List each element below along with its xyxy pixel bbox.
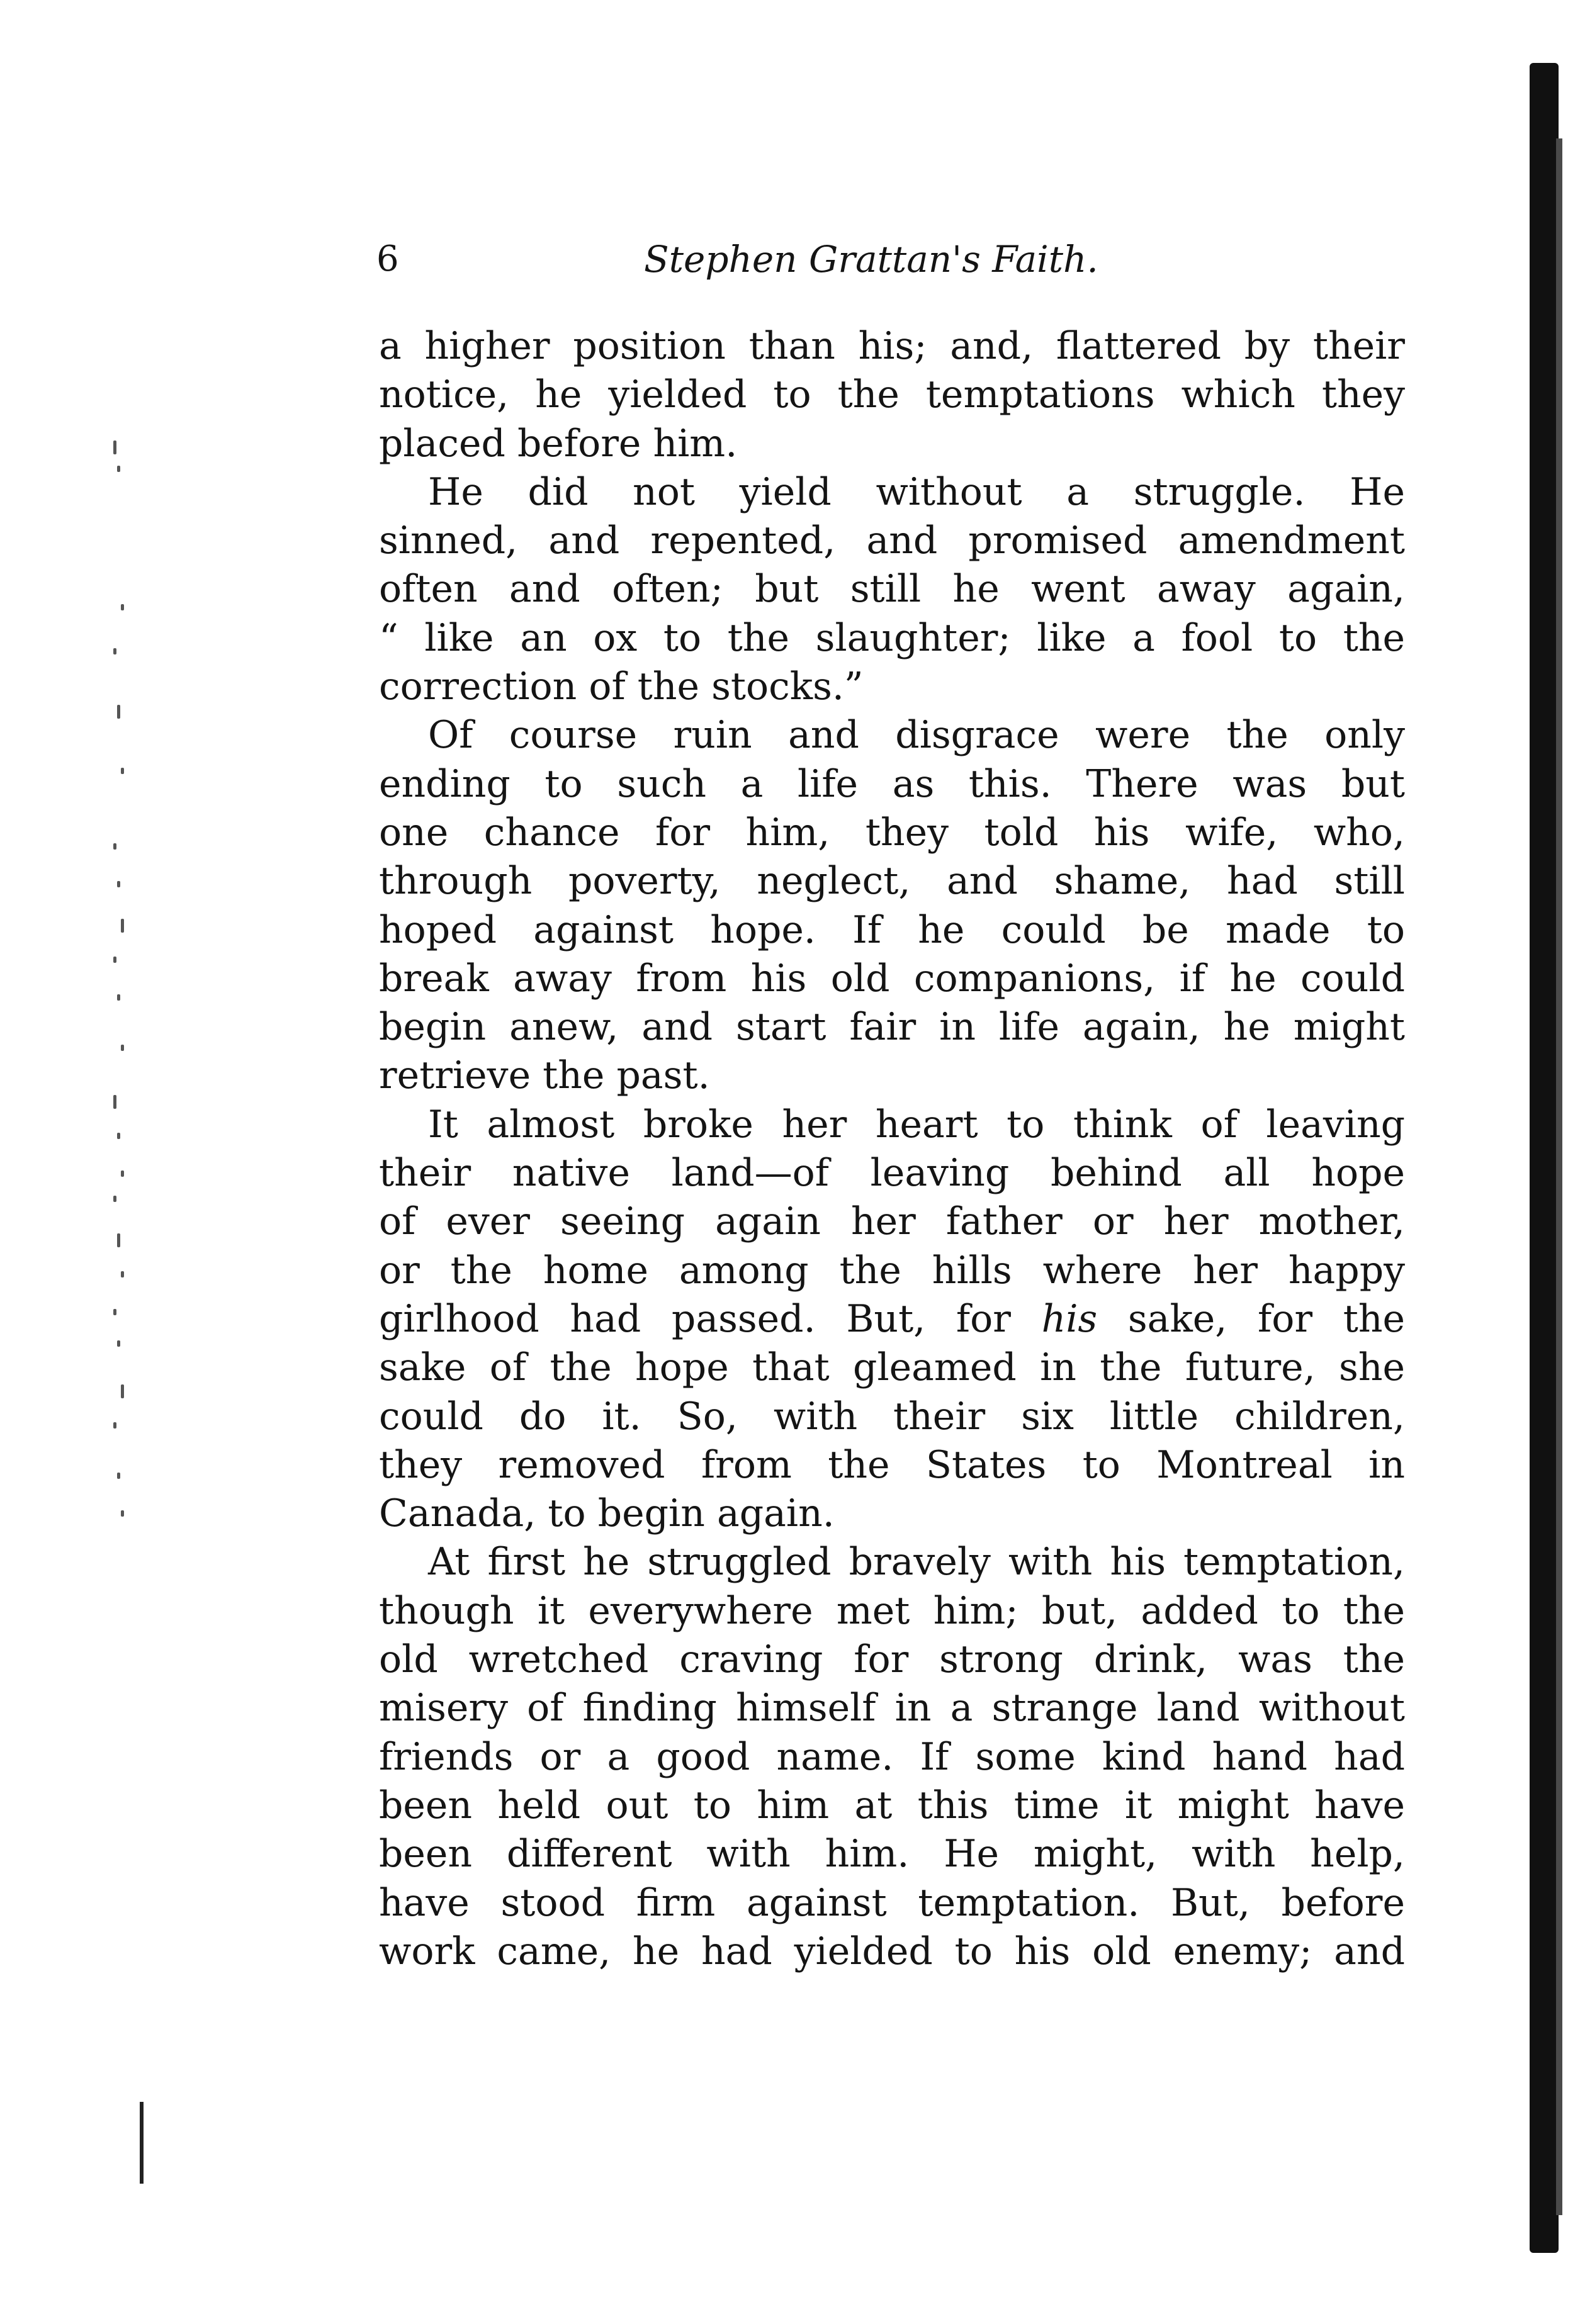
margin-dot <box>113 1095 116 1109</box>
margin-dot <box>113 843 116 850</box>
margin-dot <box>121 604 124 610</box>
margin-dot <box>121 1170 124 1177</box>
text-line: Canada, to begin again. <box>379 1491 835 1536</box>
margin-dot <box>121 1384 124 1398</box>
text-line: or the home among the hills where her happy <box>379 1248 1405 1293</box>
italic-word: his <box>1041 1296 1098 1341</box>
margin-dot <box>117 466 120 472</box>
text-line: a higher position than his; and, flattered by their <box>379 324 1405 368</box>
text-line: Of course ruin and disgrace were the only <box>428 713 1405 758</box>
text-line: ending to such a life as this. There was but <box>379 761 1405 806</box>
page-number: 6 <box>376 239 399 279</box>
text-line: break away from his old companions, if he could <box>379 956 1405 1001</box>
text-line: their native land—of leaving behind all hope <box>379 1151 1405 1196</box>
text-line: old wretched craving for strong drink, was the <box>379 1637 1405 1682</box>
text-line: though it everywhere met him; but, added to the <box>379 1588 1405 1633</box>
margin-dot <box>121 1510 124 1517</box>
text-line: sake of the hope that gleamed in the future, she <box>379 1345 1405 1390</box>
page-header <box>376 234 1409 284</box>
margin-dot <box>113 1196 116 1202</box>
text-line: “ like an ox to the slaughter; like a fool to the <box>379 615 1405 660</box>
binding-shadow-inner <box>1556 138 1562 2215</box>
margin-dot <box>117 881 120 887</box>
running-head: Stephen Grattan's Faith. <box>644 238 1098 281</box>
text-line: misery of finding himself in a strange land without <box>379 1686 1405 1731</box>
text-line: placed before him. <box>379 421 738 466</box>
margin-dot <box>113 1309 116 1315</box>
text-line: work came, he had yielded to his old enemy; and <box>379 1929 1405 1973</box>
text-line: He did not yield without a struggle. He <box>428 469 1405 514</box>
margin-dot <box>113 648 116 654</box>
text-line: they removed from the States to Montreal in <box>379 1442 1405 1487</box>
text-line: been held out to him at this time it might have <box>379 1783 1405 1827</box>
text-line: could do it. So, with their six little children, <box>379 1394 1405 1439</box>
text-line: retrieve the past. <box>379 1053 710 1098</box>
text-line: begin anew, and start fair in life again, he might <box>379 1005 1405 1050</box>
margin-dots <box>113 441 138 1636</box>
binding-shadow <box>1530 63 1559 2253</box>
text-line: At first he struggled bravely with his temptation, <box>428 1540 1405 1585</box>
text-line: It almost broke her heart to think of leaving <box>428 1102 1405 1147</box>
margin-dot <box>117 705 120 719</box>
text-line: notice, he yielded to the temptations which they <box>379 373 1405 417</box>
body-text <box>379 322 1405 1976</box>
text-line: sinned, and repented, and promised amendment <box>379 519 1405 563</box>
margin-dot <box>113 1422 116 1429</box>
text-line: through poverty, neglect, and shame, had still <box>379 859 1405 904</box>
text-line: been different with him. He might, with help, <box>379 1832 1405 1877</box>
margin-dot <box>121 1045 124 1051</box>
text-line: hoped against hope. If he could be made to <box>379 907 1405 952</box>
text-line: often and often; but still he went away again, <box>379 567 1405 612</box>
text-line: of ever seeing again her father or her mother, <box>379 1199 1405 1244</box>
margin-dot <box>117 1473 120 1479</box>
text-line: have stood firm against temptation. But, before <box>379 1880 1405 1925</box>
margin-dot <box>117 1133 120 1139</box>
text-line: one chance for him, they told his wife, who, <box>379 810 1405 855</box>
margin-mark <box>140 2102 144 2184</box>
margin-dot <box>121 919 124 933</box>
margin-dot <box>121 1271 124 1277</box>
margin-dot <box>117 1340 120 1347</box>
binding-edge <box>1517 0 1585 2324</box>
margin-dot <box>113 441 116 454</box>
margin-dot <box>113 957 116 963</box>
text-line: correction of the stocks.” <box>379 665 864 709</box>
text-line: girlhood had passed. But, for his sake, for the <box>379 1296 1405 1341</box>
text-line: friends or a good name. If some kind hand had <box>379 1734 1405 1779</box>
margin-dot <box>121 768 124 774</box>
margin-dot <box>117 994 120 1001</box>
margin-dot <box>117 1233 120 1247</box>
